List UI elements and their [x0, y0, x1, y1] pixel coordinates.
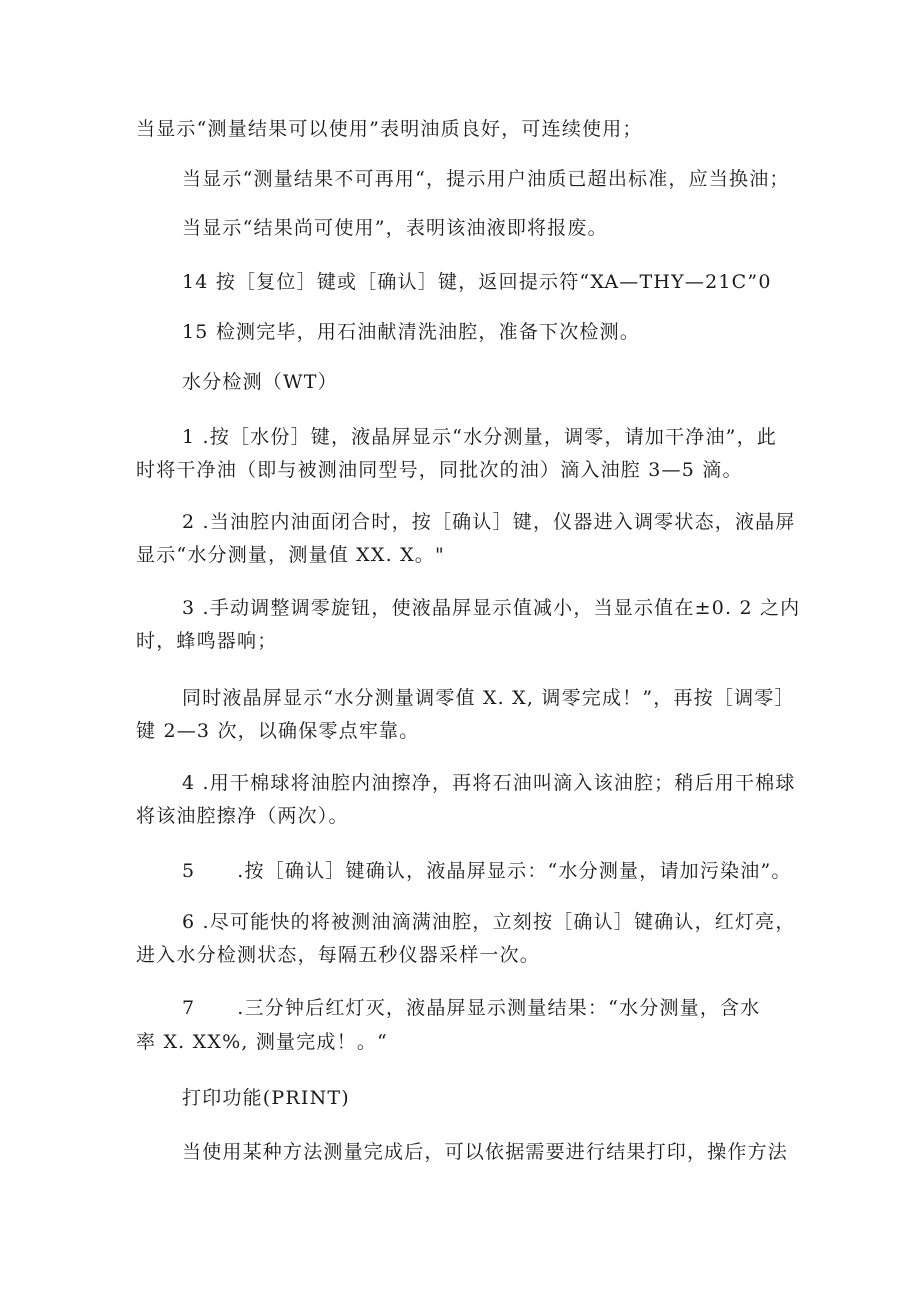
section-heading: 打印功能(PRINT) — [182, 1087, 350, 1109]
paragraph-line: 时将干净油（即与被测油同型号，同批次的油）滴入油腔 3—5 滴。 — [136, 459, 743, 481]
paragraph-line: 键 2—3 次，以确保零点牢靠。 — [136, 720, 420, 742]
paragraph-line: 同时液晶屏显示“水分测量调零值 X. X, 调零完成！”，再按［调零］ — [182, 687, 795, 709]
paragraph-line — [182, 857, 792, 885]
paragraph-line: 6 .尽可能快的将被测油滴满油腔，立刻按［确认］键确认，红灯亮， — [182, 911, 796, 933]
paragraph-line: 当显示“测量结果可以使用”表明油质良好，可连续使用； — [136, 118, 643, 140]
paragraph-line — [182, 994, 760, 1022]
paragraph-line: 当显示“结果尚可使用”，表明该油液即将报废。 — [182, 217, 608, 239]
paragraph-line: 当使用某种方法测量完成后，可以依据需要进行结果打印，操作方法 — [182, 1141, 789, 1163]
paragraph-line: 14 按［复位］键或［确认］键，返回提示符“XA—THY—21C”0 — [182, 271, 772, 293]
paragraph-line: 时，蜂鸣器响； — [136, 630, 278, 652]
step-text: .按［确认］键确认，液晶屏显示：“水分测量，请加污染油”。 — [237, 860, 792, 882]
paragraph-line: 4 .用干棉球将油腔内油擦净，再将石油叫滴入该油腔；稍后用干棉球 — [182, 772, 796, 794]
paragraph-line: 显示“水分测量，测量值 XX. X。" — [136, 544, 445, 566]
section-heading: 水分检测（WT） — [182, 371, 338, 393]
paragraph-line: 1 .按［水份］键，液晶屏显示“水分测量，调零，请加干净油”，此 — [182, 426, 777, 448]
paragraph-line: 进入水分检测状态，每隔五秒仪器采样一次。 — [136, 944, 541, 966]
paragraph-line: 率 X. XX%, 测量完成！。“ — [136, 1031, 388, 1053]
step-number: 5 — [182, 860, 196, 882]
paragraph-line: 15 检测完毕，用石油献清洗油腔，准备下次检测。 — [182, 321, 641, 343]
paragraph-line: 3 .手动调整调零旋钮，使液晶屏显示值减小，当显示值在±0. 2 之内 — [182, 597, 801, 619]
step-number: 7 — [182, 997, 196, 1019]
step-text: .三分钟后红灯灭，液晶屏显示测量结果：“水分测量，含水 — [237, 997, 761, 1019]
paragraph-line: 当显示“测量结果不可再用“，提示用户油质已超出标准，应当换油； — [182, 168, 790, 190]
paragraph-line: 2 .当油腔内油面闭合时，按［确认］键，仪器进入调零状态，液晶屏 — [182, 511, 796, 533]
paragraph-line: 将该油腔擦净（两次）。 — [136, 805, 349, 827]
